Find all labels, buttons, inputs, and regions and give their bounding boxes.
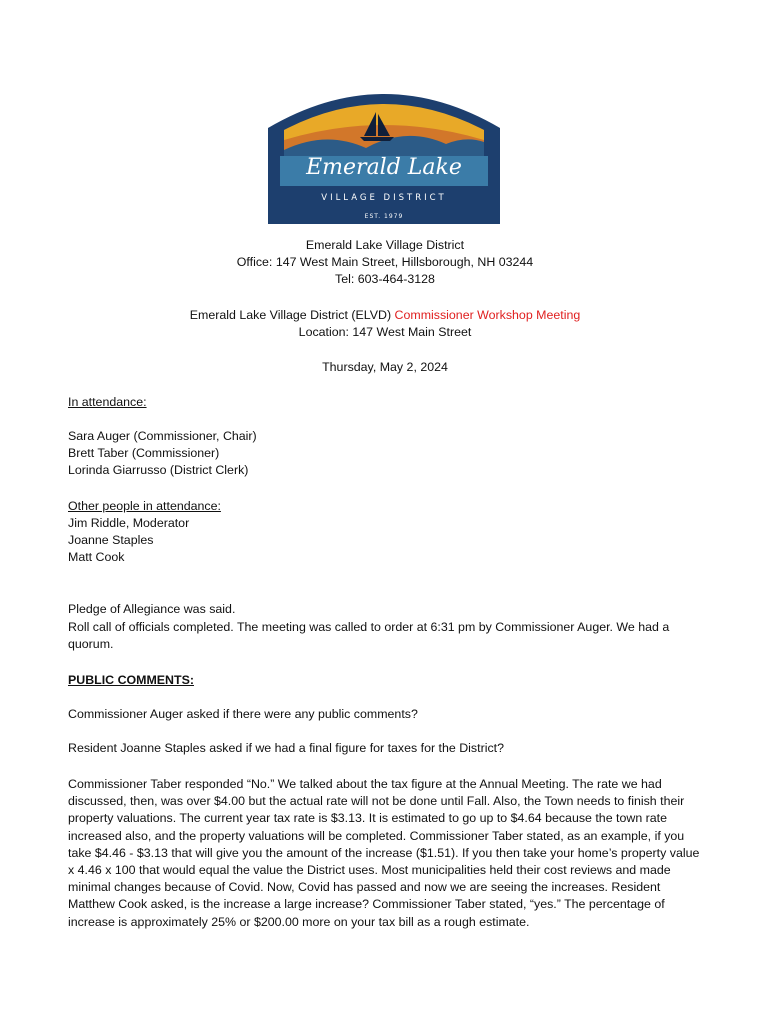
comment-paragraph: Commissioner Auger asked if there were any public comments? bbox=[68, 707, 418, 721]
org-name: Emerald Lake Village District bbox=[305, 238, 465, 252]
comment-paragraph: Commissioner Taber responded “No.” We talked about the tax figure at the Annual Meeting. The rate we had discussed, then, was over $4.00 but the actual rate will not be done until Fall. Also, the Town needs to finish their property valuations. The current year tax rate is $3.13. It is estimated to go up to $4.64 because the town rate increased also, and the property valuations will be completed. Commissioner Taber stated, as an example, if you take $4.46 - $3.13 that will give you the amount of the increase ($1.51). If you then take your home’s property value x 4.46 x 100 that would equal the value the District uses. Most municipalities held their cost reviews and made minimal changes because of Covid. Now, Covid has passed and now we are seeing the increases. Resident Matthew Cook asked, is the increase a large increase? Commissioner Taber stated, “yes.” The percentage of increase is approximately 25% or $200.00 more on your tax bill as a rough estimate. bbox=[68, 777, 700, 929]
attendance-heading: In attendance: bbox=[68, 395, 147, 409]
logo-title: Emerald Lake bbox=[306, 155, 462, 180]
attendee: Lorinda Giarrusso (District Clerk) bbox=[68, 463, 249, 477]
meeting-type: Commissioner Workshop Meeting bbox=[394, 308, 581, 322]
comment-paragraph: Resident Joanne Staples asked if we had a final figure for taxes for the District? bbox=[68, 741, 504, 755]
logo-subtitle: VILLAGE DISTRICT bbox=[321, 193, 447, 203]
public-comments-heading: PUBLIC COMMENTS: bbox=[68, 673, 194, 687]
pledge-text: Pledge of Allegiance was said. bbox=[68, 602, 236, 616]
logo-est: EST. 1979 bbox=[364, 213, 404, 220]
meeting-line bbox=[0, 307, 770, 324]
roll-call-text: Roll call of officials completed. The meeting was called to order at 6:31 pm by Commissioner Auger. We had a quorum. bbox=[68, 620, 670, 652]
attendee: Sara Auger (Commissioner, Chair) bbox=[68, 429, 257, 443]
other-attendee: Matt Cook bbox=[68, 550, 125, 564]
office-address: Office: 147 West Main Street, Hillsborough, NH 03244 bbox=[236, 255, 534, 269]
other-attendee: Joanne Staples bbox=[68, 533, 154, 547]
meeting-prefix: Emerald Lake Village District (ELVD) bbox=[189, 308, 392, 322]
meeting-date: Thursday, May 2, 2024 bbox=[322, 360, 448, 374]
phone: Tel: 603-464-3128 bbox=[335, 272, 435, 286]
attendee: Brett Taber (Commissioner) bbox=[68, 446, 220, 460]
others-heading: Other people in attendance: bbox=[68, 499, 221, 513]
location: Location: 147 West Main Street bbox=[298, 325, 472, 339]
other-attendee: Jim Riddle, Moderator bbox=[68, 516, 190, 530]
emerald-lake-logo bbox=[266, 90, 502, 226]
